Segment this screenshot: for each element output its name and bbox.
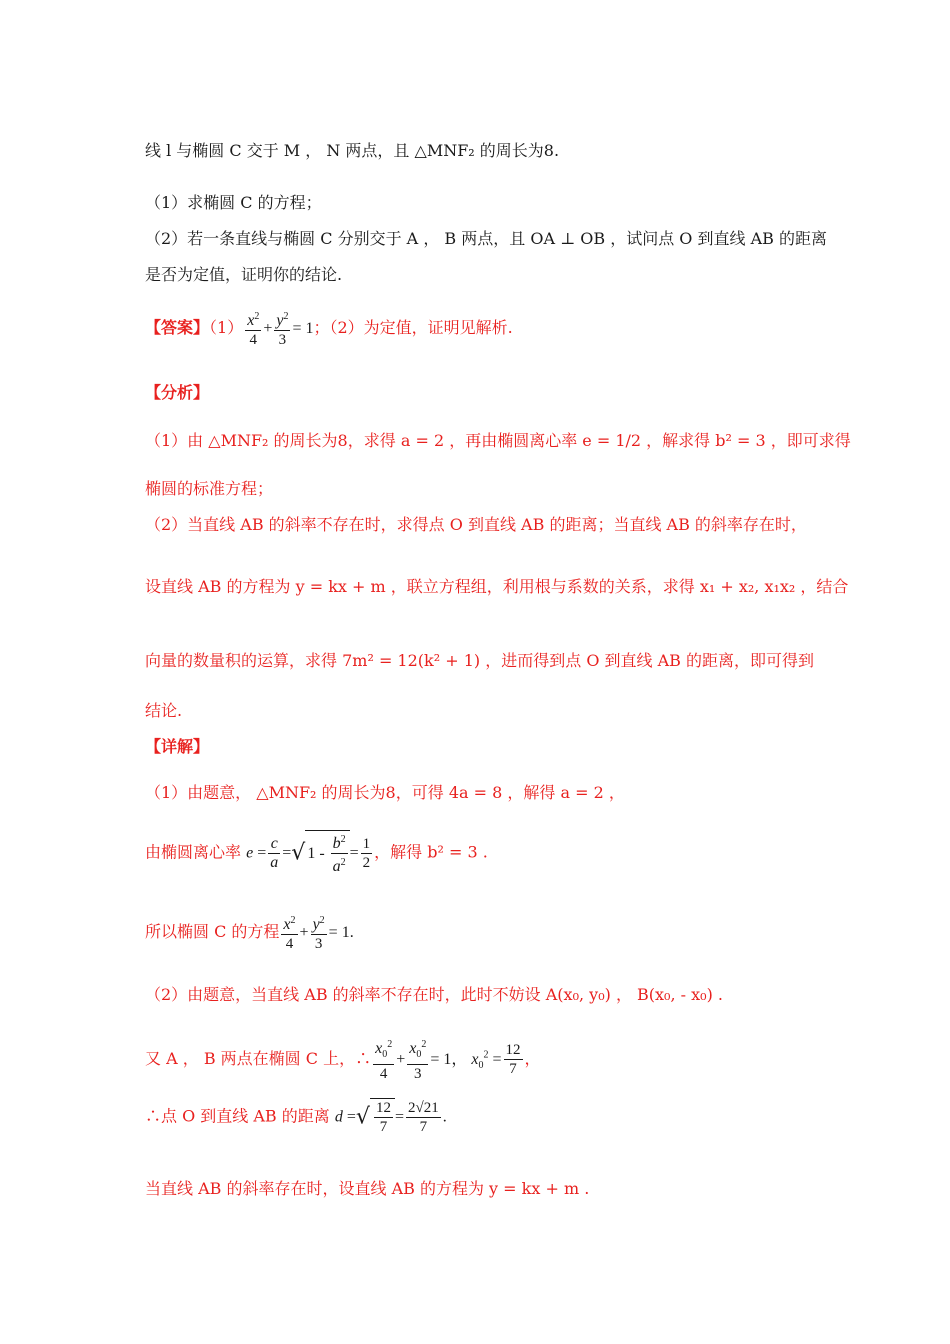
detail-3-text: 所以椭圆 C 的方程 <box>145 922 280 941</box>
analysis-line-2: 椭圆的标准方程； <box>145 479 274 498</box>
fraction: $\frac{y^2}{3}$ <box>274 308 290 349</box>
analysis-line-1: （1）由 △MNF₂ 的周长为8，求得 a = 2 ，再由椭圆离心率 e = 1/2 ，解求得 b² = 3 ，即可求得 <box>145 431 851 450</box>
analysis-line-3: （2）当直线 AB 的斜率不存在时，求得点 O 到直线 AB 的距离；当直线 AB 的斜率存在时， <box>145 515 807 534</box>
detail-line-1: （1）由题意， △MNF₂ 的周长为8，可得 4a = 8 ，解得 a = 2 ， <box>145 783 625 802</box>
fraction: $\frac{x^2}{4}$ <box>281 912 297 953</box>
detail-2-text: 由椭圆离心率 <box>145 842 242 862</box>
fraction: $\frac{y^2}{3}$ <box>311 912 327 953</box>
answer-tag: 【答案】 <box>145 318 210 337</box>
fraction: $\frac{12}{7}$ <box>375 1100 391 1135</box>
fraction: $\frac{b^2}{a^2}$ <box>331 831 348 876</box>
fraction: $\frac{x_0^2}{3}$ <box>407 1036 428 1083</box>
analysis-line-5: 向量的数量积的运算，求得 7m² = 12(k² + 1) ，进而得到点 O 到直线 AB 的距离，即可得到 <box>145 651 815 670</box>
detail-tag: 【详解】 <box>145 737 210 756</box>
question-2-cont: 是否为定值，证明你的结论. <box>145 265 343 284</box>
detail-line-3: 所以椭圆 C 的方程 $\frac{x^2}{4}$ + $\frac{y^2}{3}$ = 1. <box>145 912 354 953</box>
detail-2-tail: ，解得 b² = 3 . <box>374 842 488 862</box>
detail-line-2: 由椭圆离心率 e = $\frac{c}{a}$ =√ 1 - $\frac{b^2}{a^2}$ = $\frac{1}{2}$ ，解得 b² = 3 . <box>145 830 488 876</box>
analysis-line-4: 设直线 AB 的方程为 y = kx + m ，联立方程组，利用根与系数的关系，求得 x₁ + x₂, x₁x₂ ，结合 <box>145 577 849 596</box>
problem-line-1: 线 l 与椭圆 C 交于 M ， N 两点，且 △MNF₂ 的周长为8. <box>145 141 560 160</box>
fraction: $\frac{x_0^2}{4}$ <box>373 1036 394 1083</box>
fraction: $\frac{1}{2}$ <box>362 835 371 871</box>
fraction: $\frac{2√21}{7}$ <box>407 1099 439 1135</box>
detail-line-4: （2）由题意，当直线 AB 的斜率不存在时，此时不妨设 A(x₀, y₀) ， B(x₀, - x₀) . <box>145 985 723 1004</box>
answer-line: 【答案】（1） $\frac{x^2}{4}$ + $\frac{y^2}{3}$ = 1；（2）为定值，证明见解析. <box>145 308 513 349</box>
detail-5-text: 又 A ， B 两点在椭圆 C 上，∴ <box>145 1049 372 1068</box>
analysis-tag: 【分析】 <box>145 383 210 402</box>
detail-line-7: 当直线 AB 的斜率存在时，设直线 AB 的方程为 y = kx + m . <box>145 1179 590 1198</box>
detail-6-text: ∴点 O 到直线 AB 的距离 <box>145 1106 330 1126</box>
answer-part2: ；（2）为定值，证明见解析. <box>313 318 513 337</box>
fraction: $\frac{12}{7}$ <box>505 1042 521 1077</box>
analysis-line-6: 结论. <box>145 701 183 720</box>
answer-part1: （1） <box>209 318 244 337</box>
fraction: $\frac{c}{a}$ <box>270 834 279 871</box>
question-2: （2）若一条直线与椭圆 C 分别交于 A ， B 两点，且 OA ⊥ OB ，试问点 O 到直线 AB 的距离 <box>145 229 827 248</box>
question-1: （1）求椭圆 C 的方程； <box>145 193 322 212</box>
detail-line-5: 又 A ， B 两点在椭圆 C 上，∴ $\frac{x_0^2}{4}$ + $\frac{x_0^2}{3}$ = 1， $x_0^2$ = $\frac{12}{7}$ ， <box>145 1036 541 1083</box>
fraction: $\frac{x^2}{4}$ <box>245 308 261 349</box>
detail-line-6: ∴点 O 到直线 AB 的距离 d =√ $\frac{12}{7}$ = $\frac{2√21}{7}$ . <box>145 1099 447 1135</box>
